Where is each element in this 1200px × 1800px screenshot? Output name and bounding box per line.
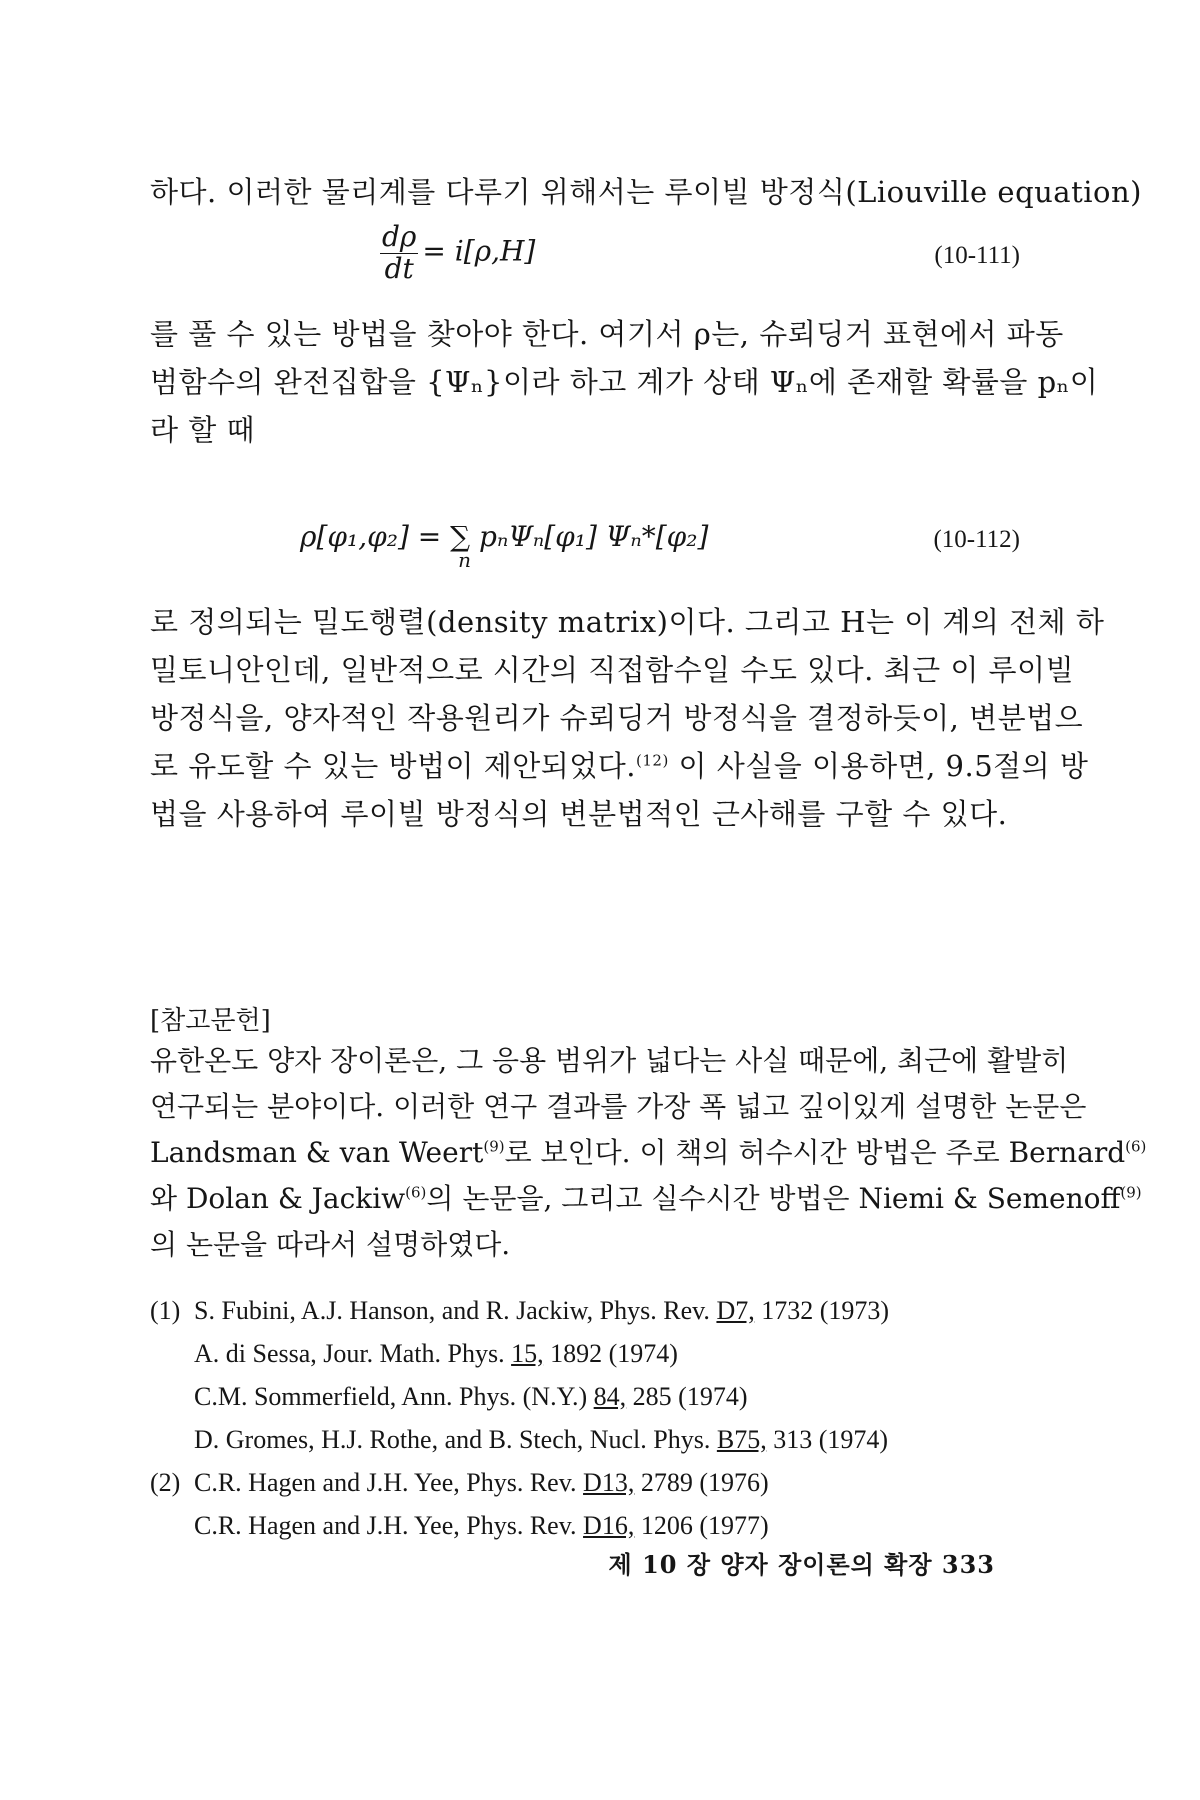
text-segment: 의 논문을, 그리고 실수시간 방법은 Niemi & Semenoff <box>426 1182 1121 1215</box>
paragraph-intro <box>150 168 1142 216</box>
text-line: 로 정의되는 밀도행렬(density matrix)이다. 그리고 H는 이 계의 전체 하 <box>150 605 1105 639</box>
reference-text: C.R. Hagen and J.H. Yee, Phys. Rev. <box>194 1511 584 1540</box>
equation-number: (10-111) <box>934 242 1020 269</box>
equation-lhs: ρ[φ₁,φ₂] = <box>300 520 442 553</box>
reference-volume: D16, <box>583 1511 635 1540</box>
reference-entry <box>150 1296 889 1326</box>
text-line <box>150 1130 1147 1176</box>
reference-volume: 15, <box>511 1339 544 1368</box>
references-heading: [참고문헌] <box>150 1006 271 1036</box>
page-footer: 제 10 장 양자 장이론의 확장 333 <box>608 1550 995 1579</box>
reference-year: 1206 (1977) <box>634 1511 769 1540</box>
paragraph-density <box>150 310 1099 454</box>
reference-number: (1) <box>150 1296 181 1325</box>
reference-text: A. di Sessa, Jour. Math. Phys. <box>194 1339 512 1368</box>
reference-entry <box>150 1382 747 1412</box>
citation-ref: (6) <box>1125 1137 1147 1156</box>
text-line: 범함수의 완전집합을 {Ψₙ}이라 하고 계가 상태 Ψₙ에 존재할 확률을 pₙ이 <box>150 365 1099 399</box>
reference-volume: B75, <box>716 1425 767 1454</box>
footnote-ref: (12) <box>636 751 669 770</box>
equation-rhs: pₙΨₙ[φ₁] Ψₙ*[φ₂] <box>479 520 709 553</box>
fraction-numerator: dρ <box>382 220 417 253</box>
text-line: 밀토니안인데, 일반적으로 시간의 직접함수일 수도 있다. 최근 이 루이빌 <box>150 653 1075 687</box>
reference-year: 1892 (1974) <box>543 1339 678 1368</box>
text-line: 라 할 때 <box>150 413 255 447</box>
references-intro <box>150 1038 1147 1268</box>
equation-number: (10-112) <box>933 526 1020 553</box>
reference-text: C.R. Hagen and J.H. Yee, Phys. Rev. <box>194 1468 584 1497</box>
citation-ref: (9) <box>483 1137 505 1156</box>
text-line <box>150 1176 1142 1222</box>
text-line: 법을 사용하여 루이빌 방정식의 변분법적인 근사해를 구할 수 있다. <box>150 797 1008 831</box>
text-line: 유한온도 양자 장이론은, 그 응용 범위가 넓다는 사실 때문에, 최근에 활발히 <box>150 1044 1069 1077</box>
summation-symbol: ∑ <box>450 520 471 553</box>
reference-entry <box>150 1425 888 1455</box>
text-line: 를 풀 수 있는 방법을 찾아야 한다. 여기서 ρ는, 슈뢰딩거 표현에서 파동 <box>150 317 1064 351</box>
reference-entry <box>150 1511 769 1541</box>
text-line: 의 논문을 따라서 설명하였다. <box>150 1228 511 1261</box>
text-line: 방정식을, 양자적인 작용원리가 슈뢰딩거 방정식을 결정하듯이, 변분법으 <box>150 701 1084 735</box>
fraction <box>380 222 418 284</box>
equation-rhs: = i[ρ,H] <box>422 234 536 268</box>
paragraph-variational <box>150 598 1105 838</box>
summation-index: n <box>458 548 472 572</box>
citation-ref: (6) <box>405 1183 427 1202</box>
reference-volume: D13, <box>583 1468 635 1497</box>
text-segment: 로 보인다. 이 책의 허수시간 방법은 주로 Bernard <box>504 1136 1126 1169</box>
text-line <box>150 742 1089 790</box>
reference-text: D. Gromes, H.J. Rothe, and B. Stech, Nucl. Phys. <box>194 1425 717 1454</box>
equation-10-112 <box>300 520 709 572</box>
text-segment: 와 Dolan & Jackiw <box>150 1182 406 1215</box>
text-segment: 로 유도할 수 있는 방법이 제안되었다. <box>150 749 637 783</box>
text-segment: Landsman & van Weert <box>150 1136 484 1169</box>
reference-text: C.M. Sommerfield, Ann. Phys. (N.Y.) <box>194 1382 594 1411</box>
reference-entry <box>150 1468 769 1498</box>
reference-year: 313 (1974) <box>766 1425 889 1454</box>
reference-volume: D7, <box>716 1296 755 1325</box>
reference-volume: 84, <box>593 1382 627 1411</box>
reference-year: 285 (1974) <box>626 1382 748 1411</box>
citation-ref: (9) <box>1120 1183 1142 1202</box>
text-line: 하다. 이러한 물리계를 다루기 위해서는 루이빌 방정식(Liouville equation) <box>150 175 1142 209</box>
fraction-denominator: dt <box>384 252 414 285</box>
text-line: 연구되는 분야이다. 이러한 연구 결과를 가장 폭 넓고 깊이있게 설명한 논문은 <box>150 1090 1087 1123</box>
reference-year: 2789 (1976) <box>634 1468 769 1497</box>
reference-entry <box>150 1339 678 1369</box>
text-segment: 이 사실을 이용하면, 9.5절의 방 <box>678 749 1089 783</box>
reference-text: S. Fubini, A.J. Hanson, and R. Jackiw, Phys. Rev. <box>194 1296 717 1325</box>
equation-10-111 <box>380 222 535 284</box>
reference-year: 1732 (1973) <box>754 1296 890 1325</box>
reference-number: (2) <box>150 1468 181 1497</box>
summation <box>450 520 472 572</box>
